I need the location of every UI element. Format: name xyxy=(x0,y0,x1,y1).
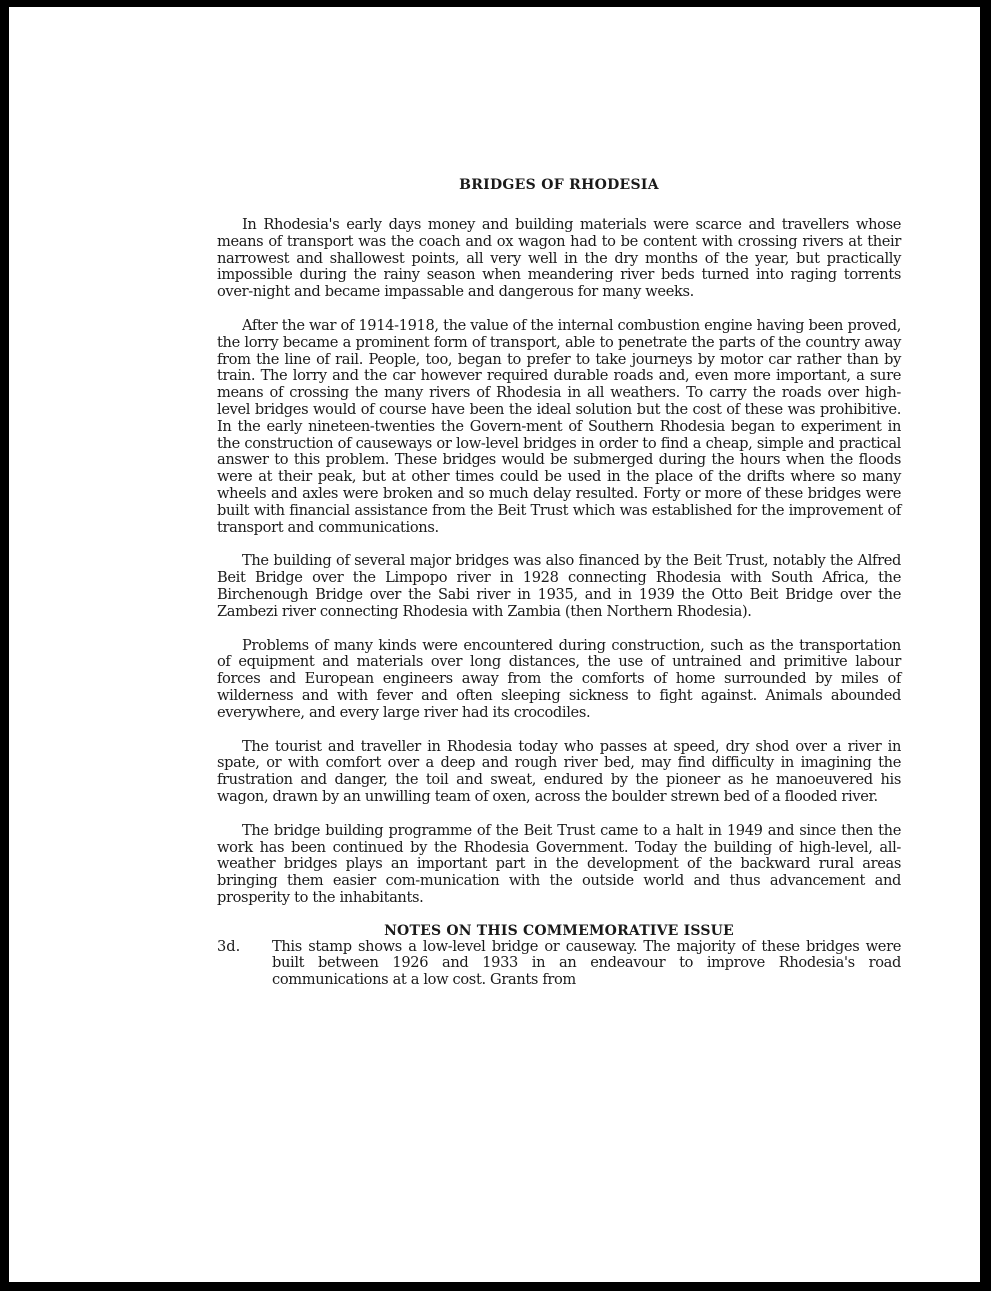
paragraph: Problems of many kinds were encountered during construction, such as the transportation of equipment and materials over long distances, the use of untrained and primitive labour forces and European engineers away from the comforts of home surrounded by miles of wilderness and with fever and often sleeping sickness to fight against. Animals abounded everywhere, and every large river had its crocodiles. xyxy=(217,636,901,721)
note-label: 3d. xyxy=(217,937,241,955)
document-title: BRIDGES OF RHODESIA xyxy=(459,177,659,193)
note-item xyxy=(217,939,901,989)
notes-heading: NOTES ON THIS COMMEMORATIVE ISSUE xyxy=(384,922,734,939)
paragraph: After the war of 1914-1918, the value of the internal combustion engine having been proved, the lorry became a prominent form of transport, able to penetrate the parts of the country away from the line of rail. People, too, began to prefer to take journeys by motor car rather than by train. The lorry and the car however required durable roads and, even more important, a sure means of crossing the many rivers of Rhodesia in all weathers. To carry the roads over high-level bridges would of course have been the ideal solution but the cost of these was prohibitive. In the early nineteen-twenties the Govern-ment of Southern Rhodesia began to experiment in the construction of causeways or low-level bridges in order to find a cheap, simple and practical answer to this problem. These bridges would be submerged during the hours when the floods were at their peak, but at other times could be used in the place of the drifts where so many wheels and axles were broken and so much delay resulted. Forty or more of these bridges were built with financial assistance from the Beit Trust which was established for the improvement of transport and communications. xyxy=(217,316,901,536)
paragraph: The tourist and traveller in Rhodesia today who passes at speed, dry shod over a river in spate, or with comfort over a deep and rough river bed, may find difficulty in imagining the frustration and danger, the toil and sweat, endured by the pioneer as he manoeuvered his wagon, drawn by an unwilling team of oxen, across the boulder strewn bed of a flooded river. xyxy=(217,737,901,805)
paragraph: The building of several major bridges was also financed by the Beit Trust, notably the Alfred Beit Bridge over the Limpopo river in 1928 connecting Rhodesia with South Africa, the Birchenough Bridge over the Sabi river in 1935, and in 1939 the Otto Beit Bridge over the Zambezi river connecting Rhodesia with Zambia (then Northern Rhodesia). xyxy=(217,552,901,620)
paragraph: The bridge building programme of the Beit Trust came to a halt in 1949 and since then the work has been continued by the Rhodesia Government. Today the building of high-level, all-weather bridges plays an important part in the development of the backward rural areas bringing them easier com-munication with the outside world and thus advancement and prosperity to the inhabitants. xyxy=(217,821,901,906)
paragraph: In Rhodesia's early days money and building materials were scarce and travellers whose means of transport was the coach and ox wagon had to be content with crossing rivers at their narrowest and shallowest points, all very well in the dry months of the year, but practically impossible during the rainy season when meandering river beds turned into raging torrents over-night and became impassable and dangerous for many weeks. xyxy=(217,216,901,301)
note-text: This stamp shows a low-level bridge or causeway. The majority of these bridges were built between 1926 and 1933 in an endeavour to improve Rhodesia's road communications at a low cost. Grants from xyxy=(272,937,901,989)
document-body xyxy=(217,177,901,989)
document-page xyxy=(9,7,980,1282)
